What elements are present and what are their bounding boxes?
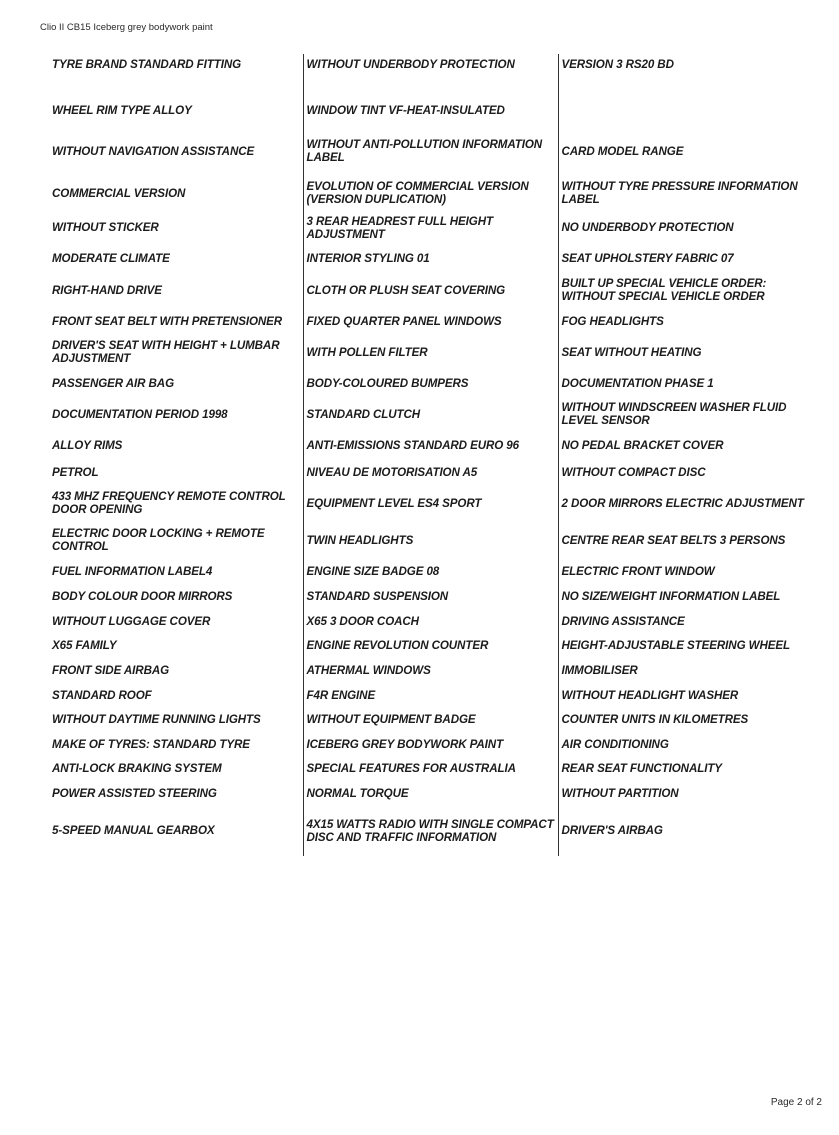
spec-cell: STANDARD CLUTCH	[303, 398, 558, 430]
spec-cell: ANTI-EMISSIONS STANDARD EURO 96	[303, 430, 558, 460]
spec-cell: PASSENGER AIR BAG	[52, 376, 174, 390]
table-row	[50, 92, 820, 128]
spec-cell: WITHOUT HEADLIGHT WASHER	[558, 683, 820, 707]
document-title: Clio II CB15 Iceberg grey bodywork paint	[40, 22, 213, 33]
table-row	[50, 522, 820, 558]
spec-cell: HEIGHT-ADJUSTABLE STEERING WHEEL	[558, 633, 820, 658]
spec-cell: WITH POLLEN FILTER	[303, 336, 558, 368]
table-row	[50, 398, 820, 430]
spec-cell: WINDOW TINT VF-HEAT-INSULATED	[303, 92, 558, 128]
spec-cell: DRIVING ASSISTANCE	[558, 609, 820, 633]
spec-cell: PETROL	[52, 465, 99, 479]
spec-cell: DRIVER'S AIRBAG	[558, 805, 820, 856]
spec-cell: TWIN HEADLIGHTS	[303, 522, 558, 558]
table-row	[50, 430, 820, 460]
spec-cell: NORMAL TORQUE	[303, 781, 558, 805]
table-row	[50, 128, 820, 174]
spec-cell: NIVEAU DE MOTORISATION A5	[303, 460, 558, 484]
vehicle-specification-table	[50, 54, 820, 856]
spec-cell: RIGHT-HAND DRIVE	[52, 283, 162, 297]
table-row	[50, 243, 820, 274]
spec-cell: WITHOUT COMPACT DISC	[558, 460, 820, 484]
spec-cell: FRONT SEAT BELT WITH PRETENSIONER	[52, 314, 283, 328]
spec-cell: NO PEDAL BRACKET COVER	[558, 430, 820, 460]
spec-cell: ALLOY RIMS	[52, 438, 123, 452]
spec-cell: FUEL INFORMATION LABEL4	[52, 564, 213, 578]
table-row	[50, 484, 820, 522]
table-row	[50, 732, 820, 756]
spec-cell: DOCUMENTATION PHASE 1	[558, 368, 820, 398]
table-row	[50, 460, 820, 484]
spec-cell: IMMOBILISER	[558, 658, 820, 683]
spec-cell: BODY COLOUR DOOR MIRRORS	[52, 590, 233, 603]
spec-cell: WITHOUT EQUIPMENT BADGE	[303, 707, 558, 732]
spec-cell: 4X15 WATTS RADIO WITH SINGLE COMPACT DISC AND TRAFFIC INFORMATION	[303, 805, 558, 856]
spec-cell: CENTRE REAR SEAT BELTS 3 PERSONS	[558, 522, 820, 558]
spec-cell: NO UNDERBODY PROTECTION	[558, 212, 820, 243]
spec-cell: COMMERCIAL VERSION	[52, 186, 186, 200]
spec-cell: DRIVER'S SEAT WITH HEIGHT + LUMBAR ADJUSTMENT	[52, 339, 280, 365]
spec-cell: F4R ENGINE	[303, 683, 558, 707]
spec-cell: X65 3 DOOR COACH	[303, 609, 558, 633]
spec-cell: WITHOUT DAYTIME RUNNING LIGHTS	[52, 713, 261, 726]
table-row	[50, 609, 820, 633]
page-number: Page 2 of 2	[770, 1097, 822, 1108]
spec-cell: 5-SPEED MANUAL GEARBOX	[52, 824, 215, 837]
spec-cell: WITHOUT UNDERBODY PROTECTION	[303, 54, 558, 92]
spec-cell: REAR SEAT FUNCTIONALITY	[558, 756, 820, 781]
spec-cell: SEAT WITHOUT HEATING	[558, 336, 820, 368]
spec-cell: AIR CONDITIONING	[558, 732, 820, 756]
spec-cell: 433 MHZ FREQUENCY REMOTE CONTROL DOOR OPENING	[52, 490, 286, 516]
table-row	[50, 805, 820, 856]
spec-cell	[558, 92, 820, 128]
spec-cell: BODY-COLOURED BUMPERS	[303, 368, 558, 398]
spec-cell: WITHOUT LUGGAGE COVER	[52, 614, 211, 628]
spec-cell: MODERATE CLIMATE	[52, 252, 170, 265]
spec-cell: DOCUMENTATION PERIOD 1998	[52, 407, 228, 421]
spec-cell: INTERIOR STYLING 01	[303, 243, 558, 274]
spec-cell: FRONT SIDE AIRBAG	[52, 664, 170, 677]
spec-cell: TYRE BRAND STANDARD FITTING	[52, 58, 242, 71]
table-row	[50, 212, 820, 243]
spec-cell: POWER ASSISTED STEERING	[52, 786, 217, 800]
table-row	[50, 658, 820, 683]
spec-cell: ANTI-LOCK BRAKING SYSTEM	[52, 762, 222, 775]
spec-cell: NO SIZE/WEIGHT INFORMATION LABEL	[558, 584, 820, 609]
spec-cell: BUILT UP SPECIAL VEHICLE ORDER: WITHOUT SPECIAL VEHICLE ORDER	[558, 274, 820, 306]
spec-cell: ELECTRIC DOOR LOCKING + REMOTE CONTROL	[52, 527, 265, 553]
spec-cell: ATHERMAL WINDOWS	[303, 658, 558, 683]
spec-cell: COUNTER UNITS IN KILOMETRES	[558, 707, 820, 732]
spec-cell: CARD MODEL RANGE	[558, 128, 820, 174]
table-row	[50, 584, 820, 609]
spec-cell: WITHOUT NAVIGATION ASSISTANCE	[52, 144, 255, 158]
table-row	[50, 707, 820, 732]
spec-cell: 3 REAR HEADREST FULL HEIGHT ADJUSTMENT	[303, 212, 558, 243]
spec-cell: WHEEL RIM TYPE ALLOY	[52, 103, 192, 117]
spec-cell: ENGINE REVOLUTION COUNTER	[303, 633, 558, 658]
spec-cell: WITHOUT ANTI-POLLUTION INFORMATION LABEL	[303, 128, 558, 174]
table-row	[50, 756, 820, 781]
spec-cell: FIXED QUARTER PANEL WINDOWS	[303, 306, 558, 336]
spec-cell: ELECTRIC FRONT WINDOW	[558, 558, 820, 584]
spec-cell: MAKE OF TYRES: STANDARD TYRE	[52, 737, 250, 751]
table-row	[50, 368, 820, 398]
spec-cell: VERSION 3 RS20 BD	[558, 54, 820, 92]
spec-cell: ICEBERG GREY BODYWORK PAINT	[303, 732, 558, 756]
spec-cell: EQUIPMENT LEVEL ES4 SPORT	[303, 484, 558, 522]
table-row	[50, 558, 820, 584]
spec-cell: STANDARD SUSPENSION	[303, 584, 558, 609]
spec-cell: SPECIAL FEATURES FOR AUSTRALIA	[303, 756, 558, 781]
table-row	[50, 274, 820, 306]
spec-cell: STANDARD ROOF	[52, 688, 152, 702]
spec-cell: SEAT UPHOLSTERY FABRIC 07	[558, 243, 820, 274]
table-row	[50, 54, 820, 92]
spec-table-body	[50, 54, 820, 856]
spec-cell: 2 DOOR MIRRORS ELECTRIC ADJUSTMENT	[558, 484, 820, 522]
table-row	[50, 336, 820, 368]
table-row	[50, 306, 820, 336]
table-row	[50, 174, 820, 212]
spec-cell: FOG HEADLIGHTS	[558, 306, 820, 336]
spec-cell: WITHOUT PARTITION	[558, 781, 820, 805]
spec-cell: X65 FAMILY	[52, 639, 117, 652]
spec-cell: ENGINE SIZE BADGE 08	[303, 558, 558, 584]
spec-cell: WITHOUT STICKER	[52, 221, 159, 234]
table-row	[50, 633, 820, 658]
spec-cell: WITHOUT WINDSCREEN WASHER FLUID LEVEL SENSOR	[558, 398, 820, 430]
table-row	[50, 781, 820, 805]
spec-cell: EVOLUTION OF COMMERCIAL VERSION (VERSION DUPLICATION)	[303, 174, 558, 212]
spec-cell: WITHOUT TYRE PRESSURE INFORMATION LABEL	[558, 174, 820, 212]
table-row	[50, 683, 820, 707]
spec-cell: CLOTH OR PLUSH SEAT COVERING	[303, 274, 558, 306]
